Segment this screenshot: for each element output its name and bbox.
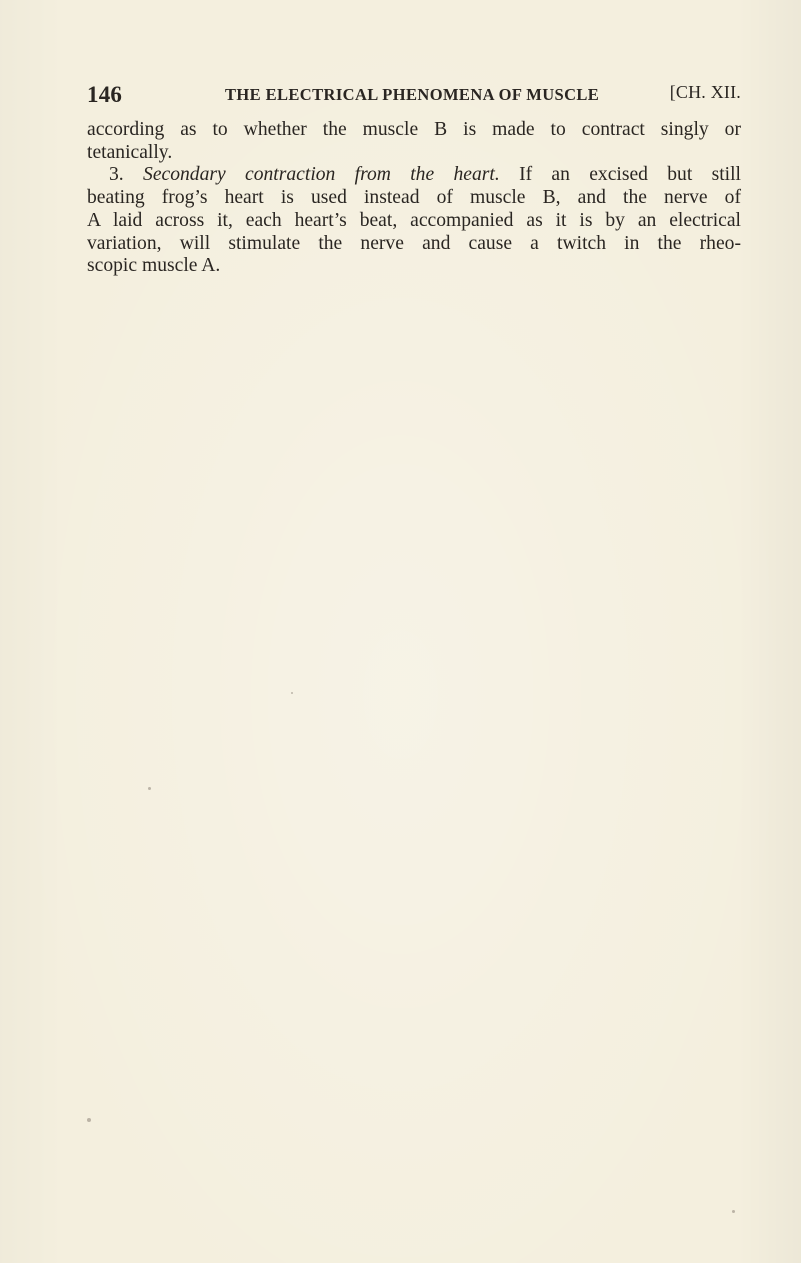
paragraph-secondary-contraction <box>87 164 741 278</box>
paper-speck <box>148 787 151 790</box>
paper-speck <box>732 1210 735 1213</box>
text-fragment: If an excised but still <box>519 164 742 186</box>
paper-speck <box>87 1118 91 1122</box>
paper-speck <box>291 692 293 694</box>
body-text <box>87 119 741 278</box>
running-head <box>87 82 741 108</box>
text-line: variation, will stimulate the nerve and cause a twitch in the rheo- <box>87 232 741 254</box>
text-line: A laid across it, each heart’s beat, accompanied as it is by an electrical <box>87 209 741 231</box>
text-line: according as to whether the muscle B is made to contract singly or <box>87 119 741 140</box>
text-line: scopic muscle A. <box>87 255 221 277</box>
text-line: tetanically. <box>87 141 173 163</box>
page-number: 146 <box>87 82 123 107</box>
running-title: THE ELECTRICAL PHENOMENA OF MUSCLE <box>225 85 600 104</box>
paragraph-continuation <box>87 119 741 164</box>
text-line: beating frog’s heart is used instead of muscle B, and the nerve of <box>87 187 741 209</box>
section-number: 3. <box>109 164 124 186</box>
chapter-reference: [CH. XII. <box>669 82 741 102</box>
section-heading: Secondary contraction from the heart. <box>143 164 500 186</box>
text-line <box>87 164 741 187</box>
